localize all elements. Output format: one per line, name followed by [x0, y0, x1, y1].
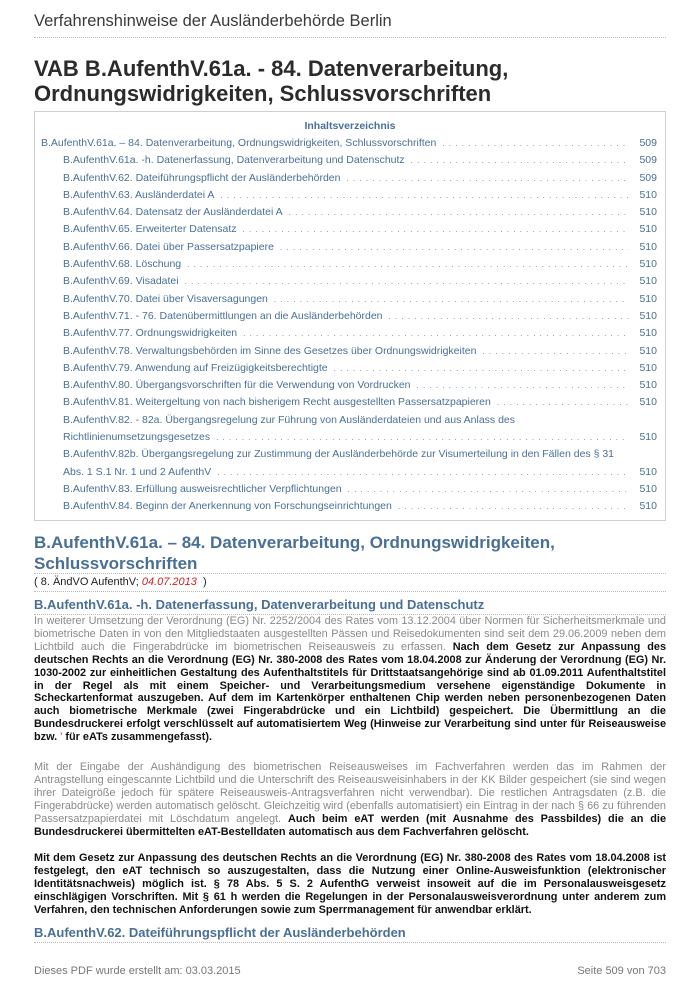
- next-subsection-divider: [34, 942, 666, 943]
- table-of-contents: [34, 111, 666, 521]
- toc-dot-leader: [417, 377, 630, 394]
- toc-entry-label[interactable]: B.AufenthV.77. Ordnungswidrigkeiten: [63, 327, 238, 340]
- toc-dot-leader: [220, 187, 629, 204]
- toc-entry-label[interactable]: B.AufenthV.64. Datensatz der Ausländerdatei A: [63, 206, 283, 219]
- toc-heading: Inhaltsverzeichnis: [304, 120, 396, 132]
- toc-entry[interactable]: [35, 221, 665, 238]
- toc-dot-leader: [482, 343, 629, 360]
- toc-page-number[interactable]: 509: [639, 154, 657, 167]
- toc-dot-leader: [398, 498, 629, 515]
- toc-entry-label[interactable]: B.AufenthV.82b. Übergangsregelung zur Zustimmung der Ausländerbehörde zur Visumerteilung in den Fällen des § 31: [63, 448, 615, 461]
- toc-page-number[interactable]: 510: [639, 482, 657, 495]
- toc-entry[interactable]: [35, 204, 665, 221]
- toc-dot-leader: [243, 325, 629, 342]
- toc-entry[interactable]: [35, 394, 665, 411]
- toc-entry[interactable]: [35, 135, 665, 152]
- toc-dot-leader: [280, 239, 629, 256]
- toc-page-number[interactable]: 510: [639, 396, 657, 409]
- toc-page-number[interactable]: 510: [639, 188, 657, 201]
- amendment-divider: [34, 591, 666, 592]
- toc-entry-label[interactable]: B.AufenthV.66. Datei über Passersatzpapiere: [63, 240, 274, 253]
- toc-dot-leader: [442, 135, 629, 152]
- toc-page-number[interactable]: 510: [639, 258, 657, 271]
- paragraph-1-bold-text: Nach dem Gesetz zur Anpassung des deutschen Rechts an die Verordnung (EG) Nr. 380-2008 des Rates vom 18.04.2008 zur Änderung der Verordnung (EG) Nr. 1030-2002 zur einheitlichen Gestaltung des Aufenthaltstitels für Drittstaatsangehörige sind ab 01.09.2011 Aufenthaltstitel in der Regel als mit einem Speicher- und Verarbeitungsmedium versehene eigenständige Dokumente in Scheckartenformat auszugeben. Auf dem im Kartenkörper enthaltenen Chip werden neben personenbezogenen Daten auch biometrische Merkmale (zwei Fingerabdrücke und ein Lichtbild) gespeichert. Die Übermittlung an die Bundesdruckerei erfolgt verschlüsselt auf automatisiertem Weg (Hinweise zur Verarbeitung sind unter für Reiseausweise bzw.: [34, 640, 666, 744]
- toc-dot-leader: [243, 221, 629, 238]
- header-divider: [34, 37, 666, 38]
- toc-entry[interactable]: [35, 256, 665, 273]
- toc-entry[interactable]: [35, 360, 665, 377]
- toc-page-number[interactable]: 510: [639, 240, 657, 253]
- toc-page-number[interactable]: 510: [639, 275, 657, 288]
- toc-page-number[interactable]: 509: [639, 171, 657, 184]
- toc-dot-leader: [334, 360, 629, 377]
- paragraph-2-bold-text: Auch beim eAT werden (mit Ausnahme des Passbildes) die an die Bundesdruckerei übermittelten eAT-Bestelldaten automatisch aus dem Fachverfahren gelöscht.: [34, 812, 666, 838]
- toc-entry-label-continued[interactable]: Abs. 1 S.1 Nr. 1 und 2 AufenthV: [63, 465, 212, 478]
- paragraph-1-grey-text: In weiterer Umsetzung der Verordnung (EG) Nr. 2252/2004 des Rates vom 13.12.2004 über Normen für Sicherheitsmerkmale und biometrische Daten in von den Mitgliedstaaten ausgestellten Pässen und Reisedokumenten sind seit dem 29.06.2009 neben dem Lichtbild auch die Fingerabdrücke im biometrischen Reiseausweis zu erfassen.: [34, 615, 666, 653]
- toc-dot-leader: [389, 308, 629, 325]
- toc-entry[interactable]: [35, 343, 665, 360]
- toc-entry[interactable]: [35, 187, 665, 204]
- toc-entry[interactable]: [35, 325, 665, 342]
- toc-page-number[interactable]: 510: [639, 344, 657, 357]
- toc-page-number[interactable]: 510: [639, 206, 657, 219]
- toc-page-number[interactable]: 510: [639, 309, 657, 322]
- toc-dot-leader: [411, 152, 629, 169]
- toc-entry-label[interactable]: B.AufenthV.82. - 82a. Übergangsregelung zur Führung von Ausländerdateien und aus Anlass des: [63, 413, 516, 426]
- paragraph-1-end-text: für eATs zusammengefasst).: [65, 731, 213, 744]
- subsection-title: B.AufenthV.61a. -h. Datenerfassung, Datenverarbeitung und Datenschutz: [34, 597, 485, 612]
- amendment-date-link[interactable]: 04.07.2013: [141, 576, 197, 588]
- toc-dot-leader: [289, 204, 629, 221]
- paragraph-3: [34, 852, 666, 917]
- toc-entry[interactable]: [35, 446, 665, 481]
- toc-entry-label[interactable]: B.AufenthV.78. Verwaltungsbehörden im Sinne des Gesetzes über Ordnungswidrigkeiten: [63, 344, 477, 357]
- page-title: VAB B.AufenthV.61a. - 84. Datenverarbeitung, Ordnungswidrigkeiten, Schlussvorschriften: [34, 56, 509, 106]
- section-title: B.AufenthV.61a. – 84. Datenverarbeitung, Ordnungswidrigkeiten, Schlussvorschriften: [34, 533, 555, 573]
- toc-entry-label[interactable]: B.AufenthV.81. Weitergeltung von nach bisherigem Recht ausgestellten Passersatzpapieren: [63, 396, 491, 409]
- toc-entry-label[interactable]: B.AufenthV.80. Übergangsvorschriften für die Verwendung von Vordrucken: [63, 379, 411, 392]
- toc-page-number[interactable]: 510: [639, 465, 657, 478]
- toc-entry-label[interactable]: B.AufenthV.63. Ausländerdatei A: [63, 188, 215, 201]
- toc-entry[interactable]: [35, 481, 665, 498]
- footer-created: Dieses PDF wurde erstellt am: 03.03.2015: [34, 965, 241, 977]
- toc-page-number[interactable]: 510: [639, 292, 657, 305]
- toc-entry[interactable]: [35, 377, 665, 394]
- toc-entry[interactable]: [35, 498, 665, 515]
- toc-entry-label[interactable]: B.AufenthV.71. - 76. Datenübermittlungen an die Ausländerbehörden: [63, 309, 383, 322]
- paragraph-2-grey-text: Mit der Eingabe der Aushändigung des biometrischen Reiseausweises im Fachverfahren werden das im Rahmen der Antragstellung eingescannte Lichtbild und die Unterschrift des Reiseausweisinhabers in der KK Bilder gespeichert (sie sind wegen ihrer Dateigröße jedoch für spätere Reiseausweis-Antragsverfahren nicht verwendbar). Die restlichen Antragsdaten (z.B. die Fingerabdrücke) werden automatisch gelöscht. Gleichzeitig wird (ebenfalls automatisiert) ein Eintrag in der nach § 66 zu führenden Passersatzpapierdatei mit Löschdatum angelegt.: [34, 761, 666, 825]
- amendment-prefix: ( 8. ÄndVO AufenthV;: [34, 576, 139, 588]
- toc-entry-label[interactable]: B.AufenthV.61a. -h. Datenerfassung, Datenverarbeitung und Datenschutz: [63, 154, 405, 167]
- reference-mark[interactable]: ': [60, 731, 63, 744]
- footer-page-number: Seite 509 von 703: [577, 965, 666, 977]
- amendment-note: [34, 576, 207, 588]
- toc-dot-leader: [217, 464, 629, 481]
- toc-page-number[interactable]: 509: [639, 137, 657, 149]
- toc-entry[interactable]: [35, 308, 665, 325]
- amendment-suffix: ): [203, 576, 207, 588]
- toc-entry[interactable]: [35, 170, 665, 187]
- toc-entry-label-continued[interactable]: Richtlinienumsetzungsgesetzes: [63, 431, 211, 444]
- toc-dot-leader: [185, 273, 629, 290]
- next-subsection-title: B.AufenthV.62. Dateiführungspflicht der Ausländerbehörden: [34, 925, 406, 940]
- toc-entry[interactable]: [35, 273, 665, 290]
- toc-dot-leader: [348, 481, 629, 498]
- toc-entry-label[interactable]: B.AufenthV.70. Datei über Visaversagungen: [63, 292, 268, 305]
- toc-dot-leader: [497, 394, 629, 411]
- toc-entry-label[interactable]: B.AufenthV.65. Erweiterter Datensatz: [63, 223, 237, 236]
- paragraph-1: [34, 615, 666, 744]
- toc-entry[interactable]: [35, 239, 665, 256]
- toc-entry-label[interactable]: B.AufenthV.69. Visadatei: [63, 275, 179, 288]
- toc-entry-label[interactable]: B.AufenthV.62. Dateiführungspflicht der Ausländerbehörden: [63, 171, 341, 184]
- toc-entry[interactable]: [35, 291, 665, 308]
- toc-page-number[interactable]: 510: [639, 327, 657, 340]
- toc-entry-label[interactable]: B.AufenthV.84. Beginn der Anerkennung von Forschungseinrichtungen: [63, 500, 392, 513]
- toc-entry-label[interactable]: B.AufenthV.83. Erfüllung ausweisrechtlicher Verpflichtungen: [63, 482, 342, 495]
- toc-dot-leader: [274, 291, 629, 308]
- toc-dot-leader: [346, 170, 629, 187]
- toc-page-number[interactable]: 510: [639, 379, 657, 392]
- paragraph-3-bold-text: Mit dem Gesetz zur Anpassung des deutschen Rechts an die Verordnung (EG) Nr. 380-2008 des Rates vom 18.04.2008 ist festgelegt, den eAT technisch so auszugestalten, dass die Nutzung einer Online-Ausweisfunktion (elektronischer Identitätsnachweis) möglich ist. § 78 Abs. 5 S. 2 AufenthG verweist insoweit auf die im Personalausweisgesetz einschlägigen Vorschriften. Mit § 61 h werden die Regelungen in der Personalausweisverordnung unter anderem zum Verfahren, den technischen Anforderungen sowie zum Sperrmanagement für anwendbar erklärt.: [34, 852, 666, 916]
- toc-entry[interactable]: [35, 152, 665, 169]
- section-divider: [34, 573, 666, 574]
- toc-dot-leader: [187, 256, 629, 273]
- toc-page-number[interactable]: 510: [639, 361, 657, 374]
- toc-page-number[interactable]: 510: [639, 431, 657, 444]
- toc-page-number[interactable]: 510: [639, 500, 657, 513]
- header-title: Verfahrenshinweise der Ausländerbehörde Berlin: [34, 12, 392, 30]
- toc-entry-label[interactable]: B.AufenthV.61a. – 84. Datenverarbeitung, Ordnungswidrigkeiten, Schlussvorschriften: [41, 137, 437, 149]
- toc-dot-leader: [216, 429, 629, 446]
- paragraph-2: [34, 761, 666, 838]
- toc-list: [35, 135, 665, 516]
- toc-page-number[interactable]: 510: [639, 223, 657, 236]
- toc-entry-label[interactable]: B.AufenthV.68. Löschung: [63, 258, 182, 271]
- toc-entry-label[interactable]: B.AufenthV.79. Anwendung auf Freizügigkeitsberechtigte: [63, 361, 328, 374]
- toc-entry[interactable]: [35, 412, 665, 447]
